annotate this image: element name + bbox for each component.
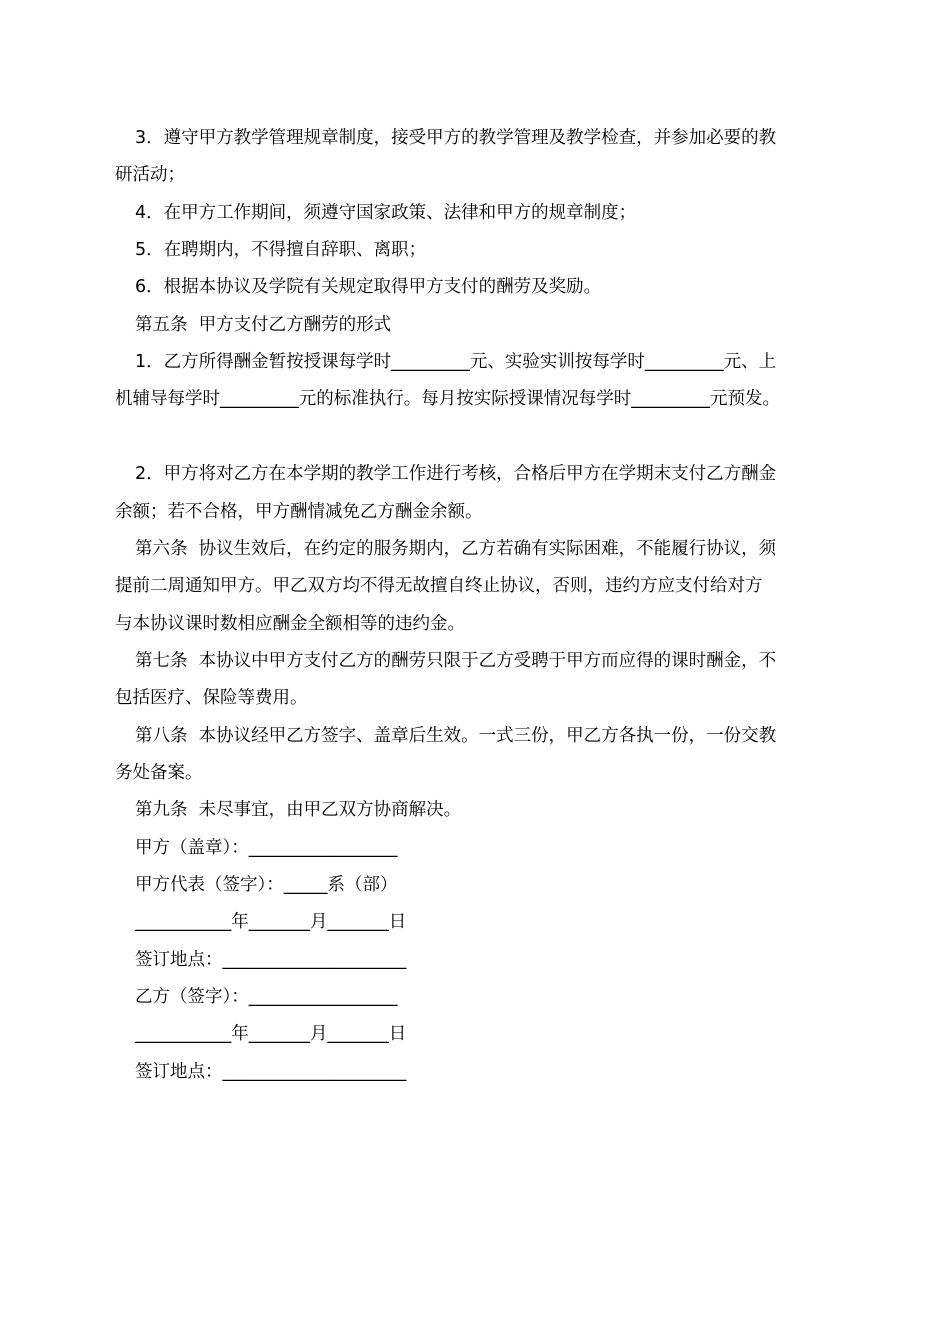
clause-5-item-1-line-2: 机辅导每学时_________元的标准执行。每月按实际授课情况每学时_________元预发。 — [115, 389, 780, 409]
clause-4-item-6: 6．根据本协议及学院有关规定取得甲方支付的酬劳及奖励。 — [135, 277, 602, 297]
clause-8-line-1: 第八条 本协议经甲乙方签字、盖章后生效。一式三份，甲乙方各执一份，一份交教 — [135, 726, 777, 746]
clause-6-line-1: 第六条 协议生效后，在约定的服务期内，乙方若确有实际困难，不能履行协议，须 — [135, 539, 777, 559]
clause-5-item-2-line-1: 2．甲方将对乙方在本学期的教学工作进行考核，合格后甲方在学期末支付乙方酬金 — [135, 464, 777, 484]
clause-5-item-2-line-2: 余额；若不合格，甲方酬情减免乙方酬金余额。 — [115, 502, 483, 522]
party-b-date-line: ___________年_______月_______日 — [135, 1024, 407, 1044]
clause-4-item-3-line-2: 研活动； — [115, 165, 185, 185]
party-b-signing-place-line: 签订地点：_____________________ — [135, 1062, 407, 1082]
party-a-date-line: ___________年_______月_______日 — [135, 912, 407, 932]
party-a-representative-line: 甲方代表（签字）：_____系（部） — [135, 875, 398, 895]
clause-5-item-1-line-1: 1．乙方所得酬金暂按授课每学时_________元、实验实训按每学时_________元、上 — [135, 352, 777, 372]
party-a-seal-line: 甲方（盖章）：_________________ — [135, 838, 398, 858]
clause-6-line-2: 提前二周通知甲方。甲乙双方均不得无故擅自终止协议，否则，违约方应支付给对方 — [115, 576, 763, 596]
clause-7-line-2: 包括医疗、保险等费用。 — [115, 688, 308, 708]
clause-4-item-4: 4．在甲方工作期间，须遵守国家政策、法律和甲方的规章制度； — [135, 203, 637, 223]
clause-4-item-3-line-1: 3．遵守甲方教学管理规章制度，接受甲方的教学管理及教学检查，并参加必要的教 — [135, 128, 777, 148]
clause-6-line-3: 与本协议课时数相应酬金全额相等的违约金。 — [115, 614, 465, 634]
party-a-signing-place-line: 签订地点：_____________________ — [135, 950, 407, 970]
clause-5-heading: 第五条 甲方支付乙方酬劳的形式 — [135, 315, 392, 335]
clause-9: 第九条 未尽事宜，由甲乙双方协商解决。 — [135, 800, 462, 820]
clause-8-line-2: 务处备案。 — [115, 763, 203, 783]
clause-4-item-5: 5．在聘期内，不得擅自辞职、离职； — [135, 240, 427, 260]
party-b-signature-line: 乙方（签字）：_________________ — [135, 987, 398, 1007]
clause-7-line-1: 第七条 本协议中甲方支付乙方的酬劳只限于乙方受聘于甲方而应得的课时酬金，不 — [135, 651, 777, 671]
